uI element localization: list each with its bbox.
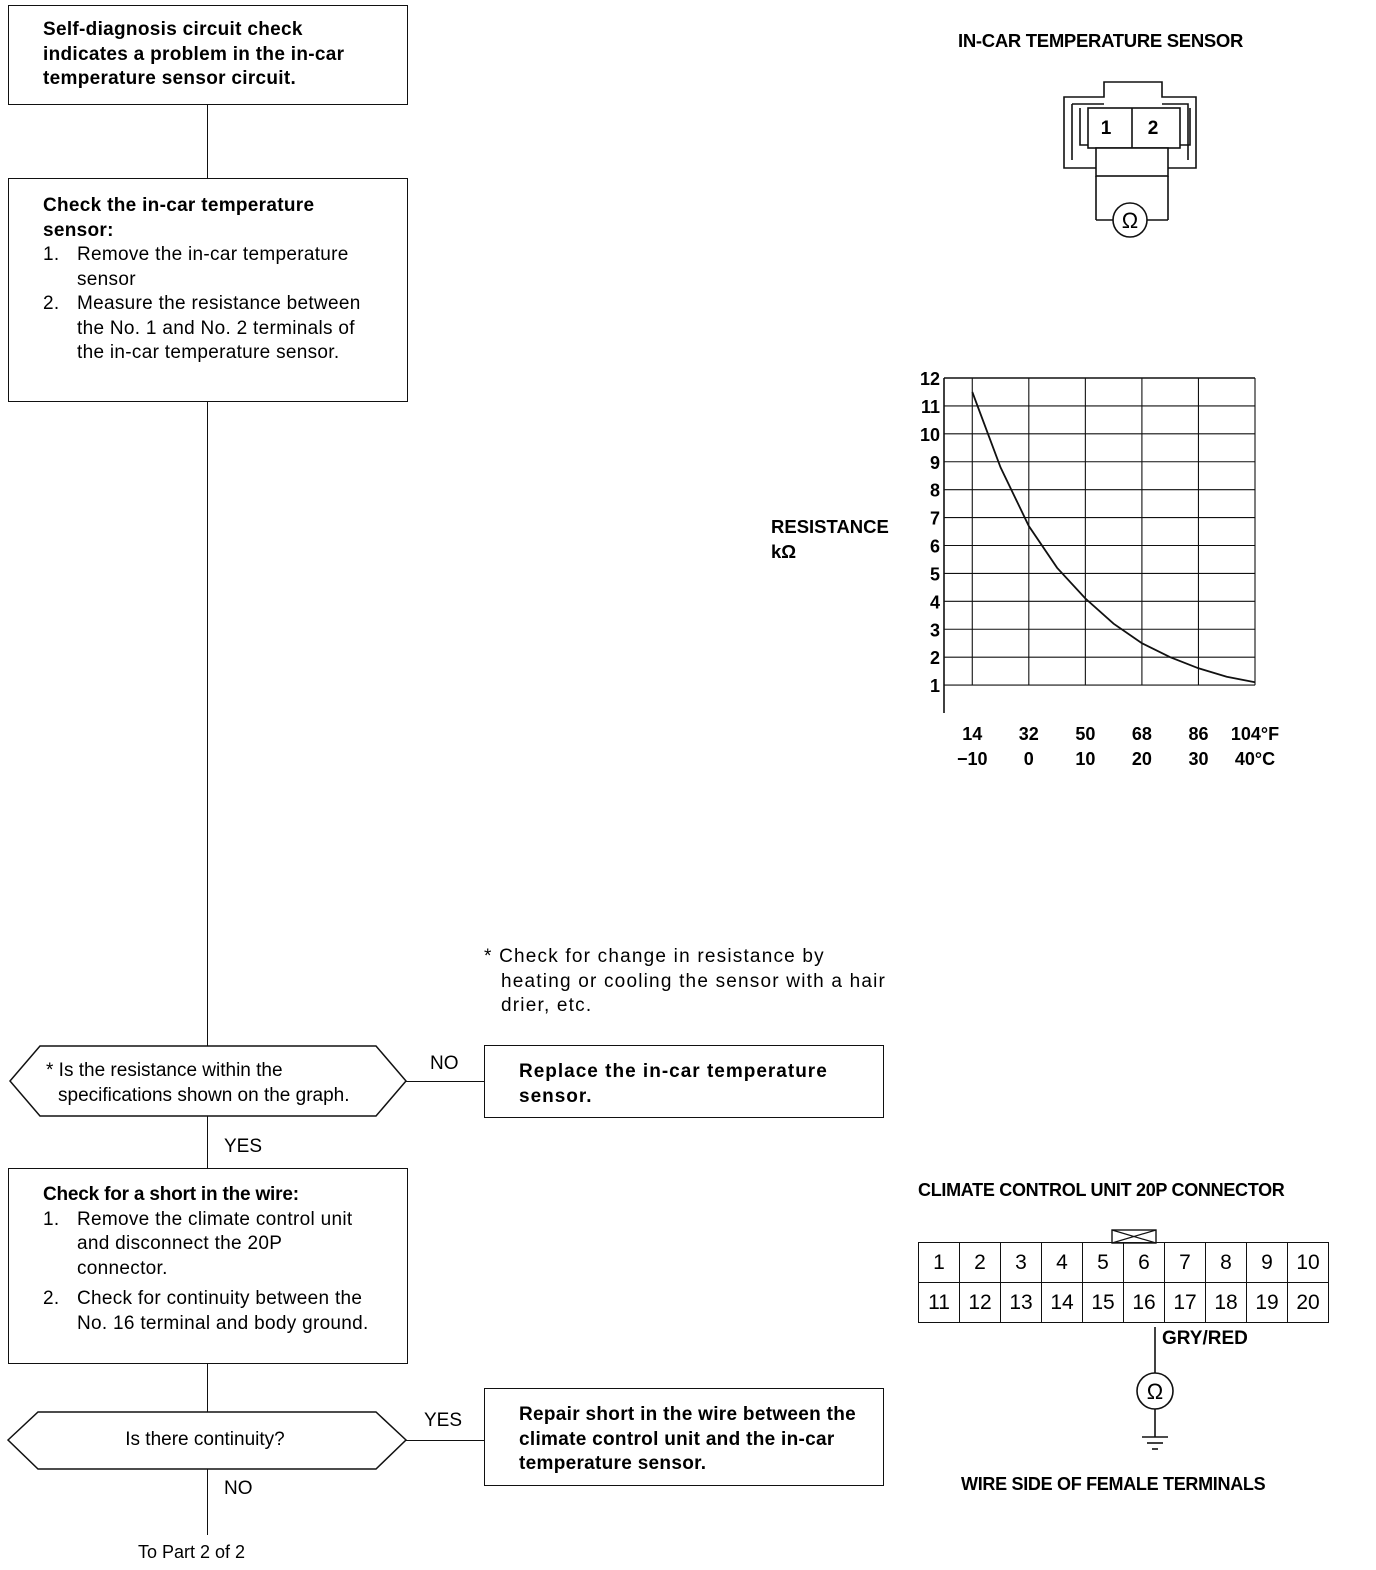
chart-ytick-label: 9 xyxy=(929,452,940,473)
check-sensor-step-2 xyxy=(43,292,377,366)
repair-short-text: Repair short in the wire between the climate control unit and the in-car temperature sensor. xyxy=(519,1404,857,1474)
chart-ytick-label: 1 xyxy=(929,676,940,697)
connector-pin: 12 xyxy=(960,1283,1001,1323)
connector-title: CLIMATE CONTROL UNIT 20P CONNECTOR xyxy=(918,1180,1285,1200)
chart-xtick-c-label: 0 xyxy=(1023,749,1034,769)
check-short-heading: Check for a short in the wire: xyxy=(43,1184,299,1205)
ohmmeter-icon: Ω xyxy=(1121,208,1139,233)
start-box xyxy=(8,5,408,105)
chart-xtick-f-label: 14 xyxy=(962,724,983,744)
chart-ytick-label: 10 xyxy=(919,424,940,445)
connector-pin: 5 xyxy=(1083,1243,1124,1283)
chart-ytick-label: 11 xyxy=(920,396,940,417)
wire-color-label: GRY/RED xyxy=(1162,1328,1248,1349)
repair-short-box xyxy=(484,1388,884,1486)
sensor-terminal-2: 2 xyxy=(1147,118,1159,139)
connector-pin-grid xyxy=(918,1242,1329,1323)
check-sensor-step-1 xyxy=(43,243,377,292)
connector-pin: 18 xyxy=(1206,1283,1247,1323)
check-short-step-2 xyxy=(43,1287,377,1336)
connector-pin: 8 xyxy=(1206,1243,1247,1283)
check-short-box xyxy=(8,1168,408,1364)
ohmmeter-icon: Ω xyxy=(1146,1379,1164,1404)
connector-pin: 9 xyxy=(1247,1243,1288,1283)
connector-pin: 7 xyxy=(1165,1243,1206,1283)
check-short-step-1 xyxy=(43,1208,377,1282)
connector-pin: 15 xyxy=(1083,1283,1124,1323)
chart-ytick-label: 4 xyxy=(929,592,940,613)
connector-pin: 3 xyxy=(1001,1243,1042,1283)
chart-ytick-label: 5 xyxy=(929,564,940,585)
connector-pin: 19 xyxy=(1247,1283,1288,1323)
connector-line xyxy=(406,1081,484,1082)
connector-footer: WIRE SIDE OF FEMALE TERMINALS xyxy=(961,1474,1266,1494)
note-text: * Check for change in resistance by heating or cooling the sensor with a hair drier, etc. xyxy=(484,946,887,1016)
continuity-test-diagram xyxy=(1120,1325,1190,1455)
check-sensor-heading: Check the in-car temperature sensor: xyxy=(43,195,315,241)
connector-pin: 13 xyxy=(1001,1283,1042,1323)
connector-pin: 4 xyxy=(1042,1243,1083,1283)
step-text: Remove the climate control unit and disconnect the 20P connector. xyxy=(77,1208,353,1279)
decision-1-text: * Is the resistance within the specifications shown on the graph. xyxy=(46,1060,350,1106)
connector-line xyxy=(207,105,208,178)
chart-xtick-c-label: 20 xyxy=(1131,749,1152,769)
chart-ylabel: RESISTANCE xyxy=(771,516,889,537)
chart-ytick-label: 6 xyxy=(929,536,940,557)
step-number: 1. xyxy=(43,244,60,265)
yes-label: YES xyxy=(224,1136,263,1157)
step-number: 2. xyxy=(43,293,60,314)
connector-pin: 10 xyxy=(1288,1243,1329,1283)
connector-line xyxy=(207,1116,208,1168)
step-text: Measure the resistance between the No. 1 and No. 2 terminals of the in-car temperature sensor. xyxy=(77,293,361,363)
sensor-connector-diagram xyxy=(1050,70,1220,250)
resistance-curve xyxy=(972,392,1255,682)
connector-pin: 2 xyxy=(960,1243,1001,1283)
chart-xtick-c-label: 10 xyxy=(1075,749,1096,769)
check-sensor-box xyxy=(8,178,408,402)
connector-pin: 1 xyxy=(919,1243,960,1283)
chart-xtick-c-label: −10 xyxy=(956,749,988,769)
chart-xtick-f-label: 50 xyxy=(1075,724,1096,744)
chart-xtick-f-label: 104°F xyxy=(1230,724,1280,744)
step-text: Remove the in-car temperature sensor xyxy=(77,244,349,290)
sensor-terminal-1: 1 xyxy=(1100,118,1112,139)
decision-2-text: Is there continuity? xyxy=(125,1429,285,1450)
step-text: Check for continuity between the No. 16 terminal and body ground. xyxy=(77,1288,369,1334)
chart-ytick-label: 2 xyxy=(929,648,940,669)
resistance-chart xyxy=(900,360,1300,780)
chart-yunit: kΩ xyxy=(771,541,797,562)
connector-pin: 16 xyxy=(1124,1283,1165,1323)
connector-pin: 20 xyxy=(1288,1283,1329,1323)
chart-xtick-f-label: 68 xyxy=(1131,724,1152,744)
no-label-2: NO xyxy=(224,1478,253,1499)
yes-label-2: YES xyxy=(424,1410,463,1431)
connector-pin: 11 xyxy=(919,1283,960,1323)
start-box-text: Self-diagnosis circuit check indicates a problem in the in-car temperature sensor circuit. xyxy=(43,19,345,89)
no-label: NO xyxy=(430,1053,459,1074)
step-number: 1. xyxy=(43,1208,60,1230)
replace-sensor-text: Replace the in-car temperature sensor. xyxy=(519,1061,828,1107)
chart-ytick-label: 8 xyxy=(929,480,940,501)
chart-ytick-label: 12 xyxy=(919,369,940,389)
replace-sensor-box xyxy=(484,1045,884,1118)
to-part-2-text: To Part 2 of 2 xyxy=(138,1542,246,1562)
connector-pin: 14 xyxy=(1042,1283,1083,1323)
chart-xtick-f-label: 86 xyxy=(1188,724,1209,744)
chart-xtick-c-label: 30 xyxy=(1188,749,1209,769)
chart-ytick-label: 3 xyxy=(929,620,940,641)
chart-ytick-label: 7 xyxy=(929,508,940,529)
sensor-diagram-title: IN-CAR TEMPERATURE SENSOR xyxy=(958,30,1244,51)
connector-line xyxy=(207,1469,208,1535)
connector-line xyxy=(406,1440,484,1441)
connector-line xyxy=(207,402,208,1046)
step-number: 2. xyxy=(43,1288,60,1309)
chart-xtick-c-label: 40°C xyxy=(1234,749,1276,769)
connector-pin: 17 xyxy=(1165,1283,1206,1323)
chart-xtick-f-label: 32 xyxy=(1018,724,1039,744)
connector-pin: 6 xyxy=(1124,1243,1165,1283)
